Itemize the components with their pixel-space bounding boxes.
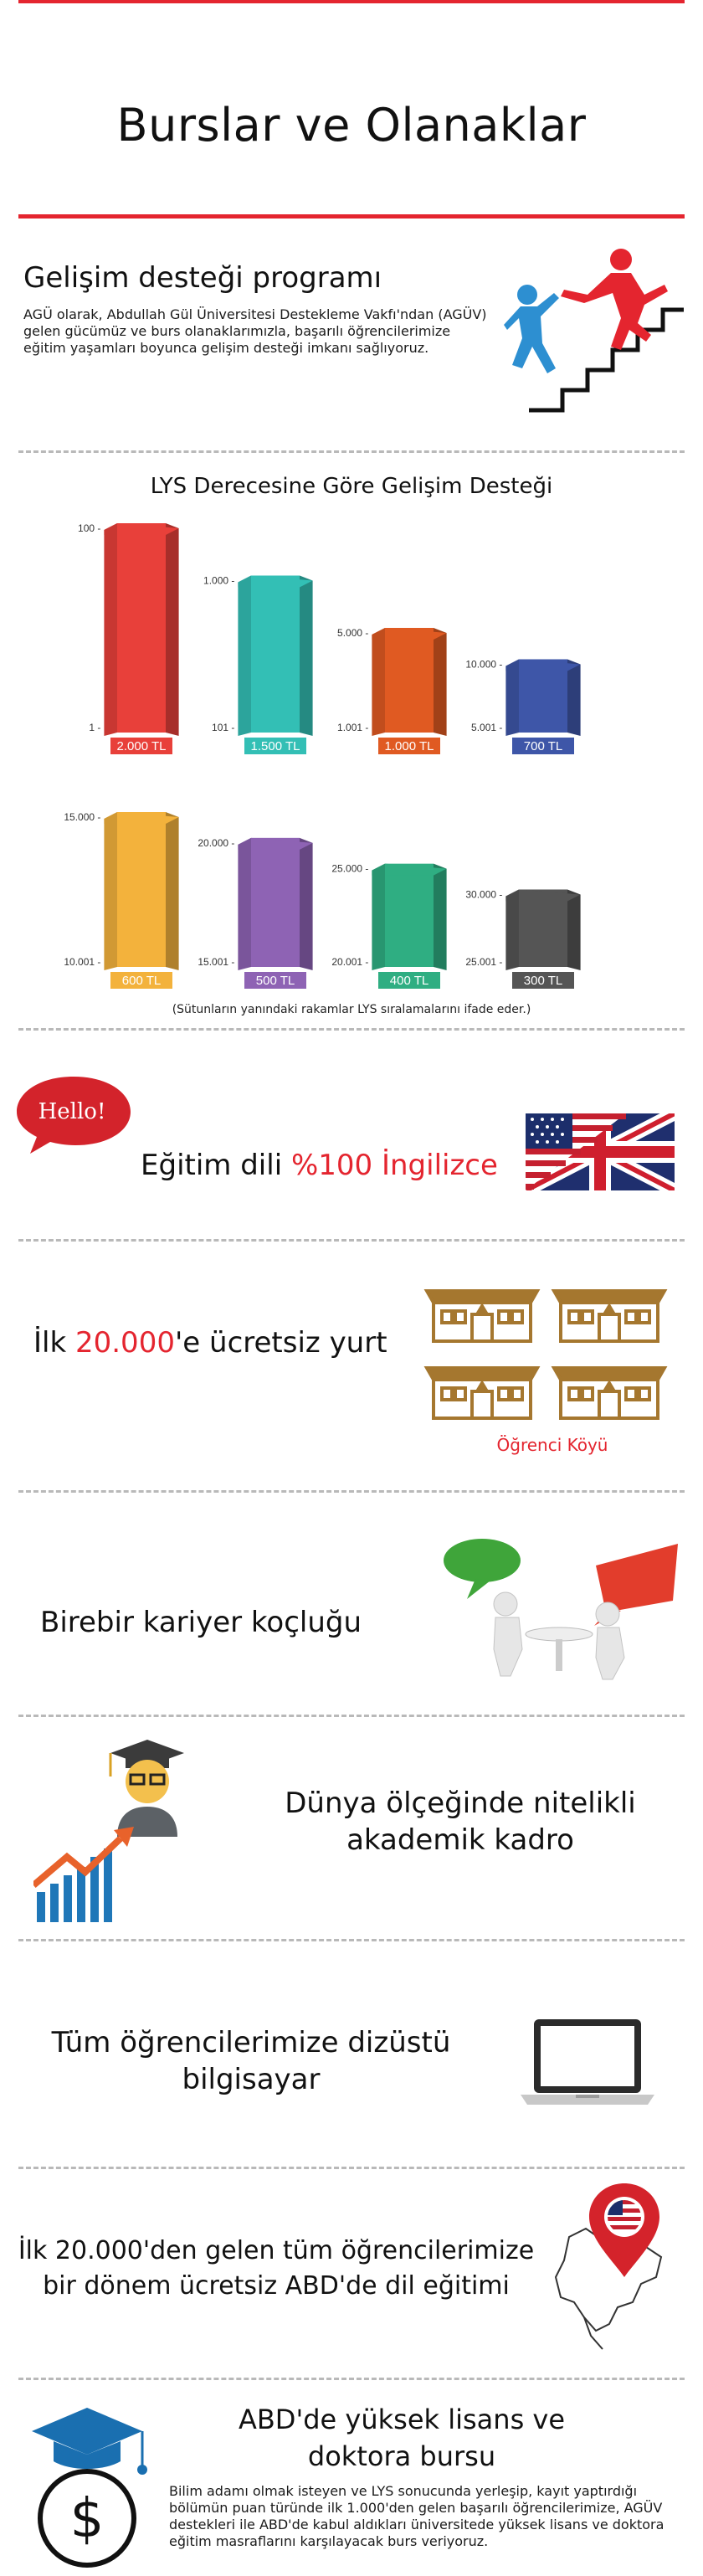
chart-tick-high: 30.000 - [465,888,503,901]
chart-tick-low: 20.001 - [331,956,369,968]
svg-text:$: $ [69,2488,105,2550]
chart-bar [385,628,434,733]
chart-bar-side [166,523,179,736]
chart-bar-side [300,576,313,737]
coaching-text: Birebir kariyer koçluğu [40,1606,362,1639]
top-rule [18,0,685,3]
chart-price-label: 2.000 TL [116,739,167,753]
chart-tick-high: 10.000 - [465,658,503,671]
chart-bar-side [300,838,313,970]
chart-tick-high: 20.000 - [198,836,235,849]
chart-bar-left [238,838,251,970]
chart-bar-side [567,660,581,737]
chart-tick-high: 15.000 - [64,811,101,823]
chart-bar-left [104,812,117,970]
graduate-growth-chart-icon [33,1733,251,1926]
grad-text: Bilim adamı olmak isteyen ve LYS sonucunda yerleşip, kayıt yaptırdığı bölümün puan türünde ilk 1.000'den gelen başarılı öğrencilerimize, AGÜV destekleri ile ABD'de kabul aldıkları üniversitede yüksek lisans ve doktora eğitim masraflarını karşılayacak burs veriyoruz. [169,2483,665,2549]
divider-3 [18,1239,685,1242]
grad-title: ABD'de yüksek lisans ve doktora bursu [238,2404,566,2472]
chart-tick-low: 25.001 - [465,956,503,968]
language-text: Eğitim dili %100 İngilizce [141,1149,498,1182]
chart-title: LYS Derecesine Göre Gelişim Desteği [150,474,553,499]
chart-tick-high: 1.000 - [203,574,235,587]
chart-bar-side [567,890,581,971]
language-usa-text: İlk 20.000'den gelen tüm öğrencilerimize bir dönem ücretsiz ABD'de dil eğitimi [18,2236,535,2301]
chart-price-label: 400 TL [389,974,429,988]
chart-bar-side [166,812,179,970]
page-title: Burslar ve Olanaklar [116,99,587,152]
laptop-text: Tüm öğrencilerimize dizüstü bilgisayar [51,2026,451,2096]
dorm-caption: Öğrenci Köyü [496,1435,608,1455]
chart-bar-side [434,864,447,970]
chart-bar [251,838,300,967]
chart-price-label: 700 TL [523,739,563,753]
divider-5 [18,1715,685,1717]
title-underline [18,214,685,219]
hello-text: Hello! [38,1099,106,1124]
chart-tick-low: 15.001 - [198,956,235,968]
chart-bar-left [372,864,385,970]
chart-price-label: 500 TL [255,974,295,988]
chart-bar-left [505,660,519,737]
divider-8 [18,2378,685,2380]
divider-1 [18,450,685,453]
chart-price-label: 600 TL [121,974,162,988]
houses-icon [423,1281,675,1428]
chart-bar [117,812,166,967]
chart-tick-high: 5.000 - [337,627,369,639]
divider-2 [18,1028,685,1031]
divider-7 [18,2167,685,2169]
us-uk-flag-icon [526,1113,675,1190]
faculty-text: Dünya ölçeğinde nitelikli akademik kadro [285,1787,636,1857]
laptop-icon [521,2016,654,2108]
hello-bubble-icon [15,1072,132,1155]
chart-price-label: 300 TL [523,974,563,988]
chart-price-label: 1.000 TL [384,739,434,753]
speech-bubbles-meeting-icon [442,1532,685,1683]
chart-bar-left [372,628,385,736]
chart-tick-low: 5.001 - [471,722,503,733]
graduation-cap-dollar-icon [25,2394,151,2570]
chart-note: (Sütunların yanındaki rakamlar LYS sıralamalarını ifade eder.) [172,1003,531,1016]
chart-tick-high: 100 - [78,522,101,534]
divider-4 [18,1490,685,1493]
lys-support-chart [0,502,703,1013]
development-heading: Gelişim desteği programı [23,261,382,295]
chart-tick-low: 101 - [212,722,235,733]
usa-map-pin-icon [536,2177,686,2352]
development-text: AGÜ olarak, Abdullah Gül Üniversitesi Destekleme Vakfı'ndan (AGÜV) gelen gücümüz ve burs olanaklarımızla, başarılı öğrencilerimize eğitim yaşamları boyunca gelişim desteği imkanı sağlıyoruz. [23,306,487,356]
chart-tick-low: 10.001 - [64,956,101,968]
chart-tick-low: 1 - [89,722,101,733]
divider-6 [18,1939,685,1941]
chart-bar [117,523,166,733]
chart-tick-low: 1.001 - [337,722,369,733]
dorm-text: İlk 20.000'e ücretsiz yurt [33,1326,387,1360]
chart-bar-left [505,890,519,971]
chart-bar-side [434,628,447,736]
chart-tick-high: 25.000 - [331,862,369,875]
stairs-helping-hand-icon [504,243,688,414]
chart-bar-left [238,576,251,737]
chart-bar [251,576,300,733]
chart-bar-left [104,523,117,736]
chart-price-label: 1.500 TL [250,739,300,753]
chart-bar [385,864,434,967]
